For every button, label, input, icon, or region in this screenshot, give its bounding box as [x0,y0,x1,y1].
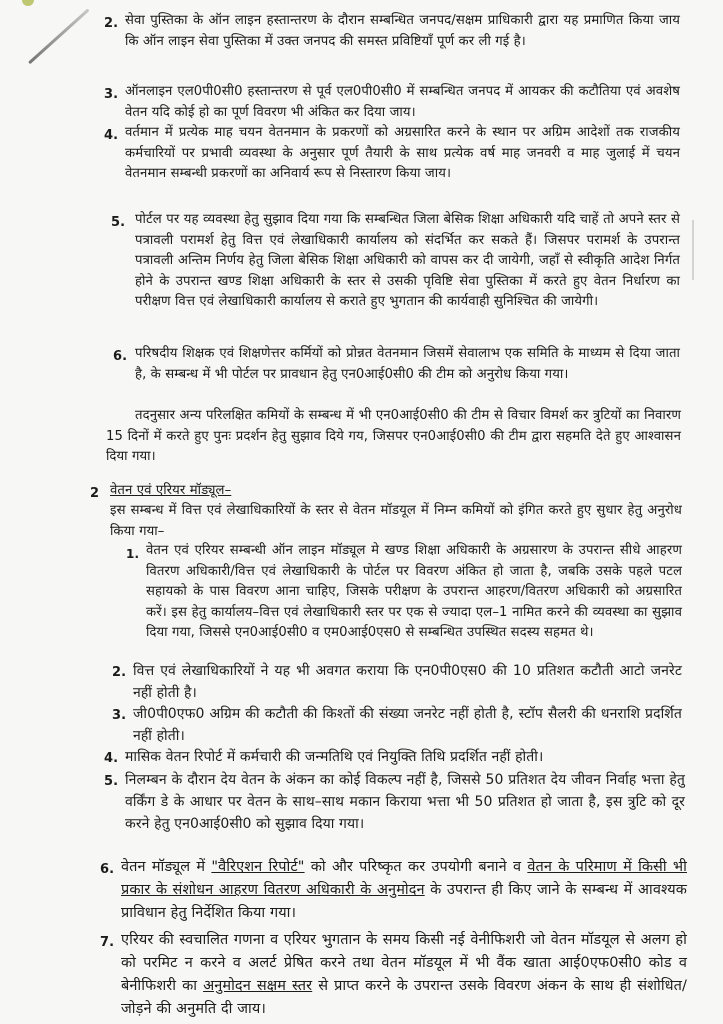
item-number: 3. [104,87,119,102]
item-number: 5. [104,774,119,789]
section2-heading: वेतन एवं एरियर मॉड्यूल– [110,483,232,498]
item-text: वित्त एवं लेखाधिकारियों ने यह भी अवगत कराया कि एन0पी0एस0 की 10 प्रतिशत कटौती आटो जनरेट नहीं होती है। [133,663,682,701]
section2-number: 2 [90,486,100,501]
item-text: सेवा पुस्तिका के ऑन लाइन हस्तान्तरण के दौरान सम्बन्धित जनपद/सक्षम प्राधिकारी द्वारा यह प्रमाणित किया जाय कि ऑन लाइन सेवा पुस्तिका में उक्त जनपद की समस्त प्रविष्टियाँ पूर्ण कर ली गई है। [125,13,680,49]
item-number: 4. [104,751,119,766]
item-text: मासिक वेतन रिपोर्ट में कर्मचारी की जन्मतिथि एवं नियुक्ति तिथि प्रदर्शित नहीं होती। [125,749,544,765]
competent-approval-underlined: अनुमोदन सक्षम स्तर [203,978,313,994]
item-number: 2. [112,665,127,680]
item-number: 6. [100,862,115,877]
item-number: 4. [104,128,119,143]
section1-closing-paragraph: तदनुसार अन्य परिलक्षित कमियों के सम्बन्ध में भी एन0आई0सी0 की टीम से विचार विमर्श कर त्रुटियों का निवारण 15 दिनों में करते हुए पुनः प्रदर्शन हेतु सुझाव दिये गय, जिसपर एन0आई0सी0 की टीम द्वारा सहमति देते हुए आश्वासन दिया गया। [106,408,681,464]
item-number: 3. [112,708,127,723]
item-number: 7. [100,935,115,950]
text-part: एरियर की स्वचालित गणना व एरियर भुगतान के समय किसी नई वेनीफिशरी जो वेतन मॉडयूल से अलग हो को परमिट न करने व अलर्ट प्रेषित करने तथा वेतन मॉडयूल में भी वैंक खाता आई0एफ0सी0 कोड व बेनीफिशरी का [121,932,687,994]
pen-mark [28,8,89,64]
text-part: के उपरान्त ही किए जाने के सम्बन्ध में आवश्यक प्राविधान हेतु निर्देशित किया गया। [121,882,687,921]
item-number: 5. [111,215,126,230]
scan-artifact-line [692,220,694,280]
item-text: जी0पी0एफ0 अग्रिम की कटौती की किश्तों की संख्या जनरेट नहीं होती है, स्टॉप सैलरी की धनराशि प्रदर्शित नहीं होती। [133,706,682,744]
section2-intro: इस सम्बन्ध में वित्त एवं लेखाधिकारियों के स्तर से वेतन मॉडयूल में निम्न कमियों को इंगित करते हुए सुधार हेतु अनुरोध किया गया– [110,503,682,539]
text-part: को और परिष्कृत कर उपयोगी बनाने व [304,859,528,875]
item-text: परिषदीय शिक्षक एवं शिक्षणेत्तर कर्मियों को प्रोन्नत वेतनमान जिसमें सेवालाभ एक समिति के माध्यम से दिया जाता है, के सम्बन्ध में भी पोर्टल पर प्रावधान हेतु एन0आई0सी0 की टीम को अनुरोध किया गया। [135,346,680,382]
item-text: पोर्टल पर यह व्यवस्था हेतु सुझाव दिया गया कि सम्बन्धित जिला बेसिक शिक्षा अधिकारी यदि चाहें तो अपने स्तर से पत्रावली परामर्श हेतु वित्त एवं लेखाधिकारी कार्यालय को संदर्भित कर सकते हैं। जिसपर परामर्श के उपरान्त पत्रावली अन्तिम निर्णय हेतु जिला बेसिक शिक्षा अधिकारी को वापस कर दी जायेगी, जहाँ से स्वीकृति आदेश निर्गत होने के उपरान्त खण्ड शिक्षा अधिकारी के स्तर से उसकी पृविष्टि सेवा पुस्तिका में करते हुए वेतन निर्धारण का परीक्षण वित्त एवं लेखाधिकारी कार्यालय से कराते हुए भुगतान की कार्यवाही सुनिश्चित की जायेगी। [135,212,680,309]
item-text [121,929,687,1021]
variation-report-underlined: "वैरिएशन रिपोर्ट" [211,859,305,875]
item-text: ऑनलाइन एल0पी0सी0 हस्तान्तरण से पूर्व एल0पी0सी0 में सम्बन्धित जनपद में आयकर की कटौतिया एवं अवशेष वेतन यदि कोई हो का पूर्ण विवरण भी अंकित कर दिया जाय। [125,84,680,120]
pen-mark-tip [22,0,34,6]
text-part: वेतन मॉड्यूल में [121,859,212,875]
item-number: 2. [104,16,119,31]
item-text [121,856,687,925]
item-number: 6. [113,349,128,364]
text-part: से प्राप्त करने के उपरान्त उसके विवरण अंकन के साथ ही संशोधित/जोड़ने की अनुमति दी जाय। [121,978,687,1017]
item-text: वेतन एवं एरियर सम्बन्धी ऑन लाइन मॉड्यूल मे खण्ड शिक्षा अधिकारी के अग्रसारण के उपरान्त सीधे आहरण वितरण अधिकारी/वित्त एवं लेखाधिकारी के पोर्टल पर विवरण अंकित हो जाता है, जबकि उसके पहले पटल सहायको के पास विवरण आना चाहिए, जिसके परीक्षण के उपरान्त आहरण/वितरण अधिकारी को अग्रसारित करें। इस हेतु कार्यालय–वित्त एवं लेखाधिकारी स्तर पर एक से ज्यादा एल–1 नामित करने की व्यवस्था का सुझाव दिया गया, जिससे एन0आई0सी0 व एम0आई0एस0 से सम्बन्धित उपस्थित सदस्य सहमत थे। [146,543,682,640]
item-number: 1. [126,547,140,561]
item-text: वर्तमान में प्रत्येक माह चयन वेतनमान के प्रकरणों को अग्रसारित करने के स्थान पर अग्रिम आदेशों तक राजकीय कर्मचारियों पर प्रभावी व्यवस्था के अनुसार पूर्ण तैयारी के साथ प्रत्येक वर्ष माह जनवरी व माह जुलाई में चयन वेतनमान सम्बन्धी प्रकरणों का अनिवार्य रूप से निस्तारण किया जाय। [125,125,680,181]
item-text: निलम्बन के दौरान देय वेतन के अंकन का कोई विकल्प नहीं है, जिससे 50 प्रतिशत देय जीवन निर्वाह भत्ता हेतु वर्किंग डे के आधार पर वेतन के साथ–साथ मकान किराया भत्ता भी 50 प्रतिशत हो जाता है, इस त्रुटि को दूर करने हेतु एन0आई0सी0 को सुझाव दिया गया। [125,772,685,832]
approval-clause-underlined: वेतन के परिमाण में किसी भी प्रकार के संशोधन आहरण वितरण अधिकारी के अनुमोदन [121,859,687,898]
